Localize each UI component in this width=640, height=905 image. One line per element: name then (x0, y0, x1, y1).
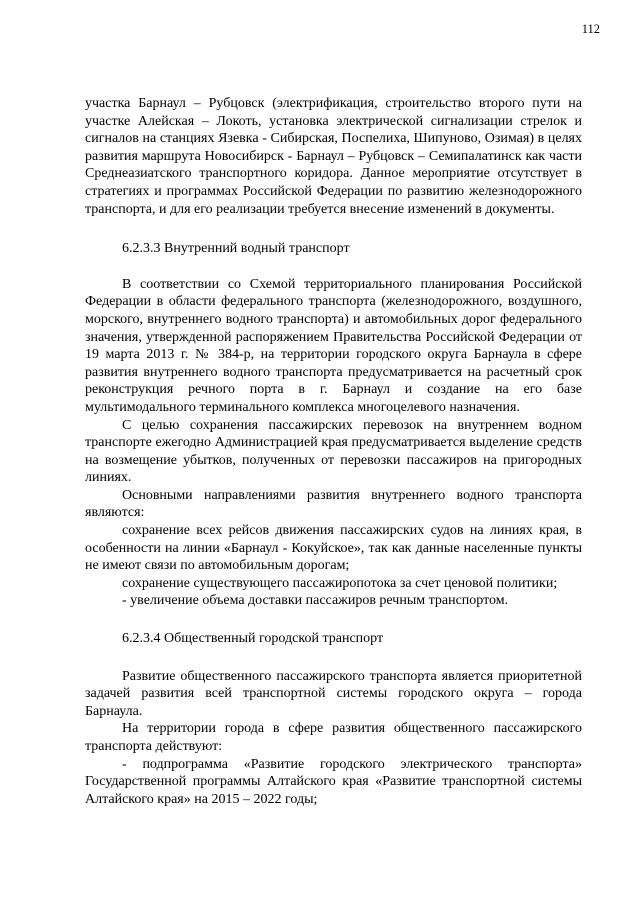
list-item-electric-transport-subprogram: - подпрограмма «Развитие городского электрического транспорта» Государственной программы Алтайского края «Развитие транспортной системы Алтайского края» на 2015 – 2022 годы; (85, 756, 582, 807)
paragraph-programs-in-effect: На территории города в сфере развития общественного пассажирского транспорта действуют: (85, 721, 582, 754)
paragraph-public-transport-priority: Развитие общественного пассажирского транспорта является приоритетной задачей развития всей транспортной системы городского округа – города Барнаула. (85, 668, 582, 719)
paragraph-main-directions: Основными направлениями развития внутреннего водного транспорта являются: (85, 487, 582, 521)
section-heading-inland-water-transport: 6.2.3.3 Внутренний водный транспорт (122, 241, 350, 257)
paragraph-railway-electrification: участка Барнаул – Рубцовск (электрификация, строительство второго пути на участке Алейская – Локоть, установка электрической сигнализации стрелок и сигналов на станциях Язевка - Сибирская, Поспелиха, Шипуново, Озимая) в целях развития маршрута Новосибирск - Барнаул – Рубцовск – Семипалатинск как части Среднеазиатского транспортного коридора. Данное мероприятие отсутствует в стратегиях и программах Российской Федерации по развитию железнодорожного транспорта, и для его реализации требуется внесение изменений в документы. (85, 96, 582, 217)
list-item-preserve-voyages: сохранение всех рейсов движения пассажирских судов на линиях края, в особенности на линии «Барнаул - Кокуйское», так как данные населенные пункты не имеют связи по автомобильным дорогам; (85, 523, 582, 574)
page-number: 112 (581, 22, 600, 36)
paragraph-territorial-planning-scheme: В соответствии со Схемой территориального планирования Российской Федерации в области федерального транспорта (железнодорожного, воздушного, морского, внутреннего водного транспорта) и автомобильных дорог федерального значения, утвержденной распоряжением Правительства Российской Федерации от 19 марта 2013 г. № 384-р, на территории городского округа Барнаула в сфере развития внутреннего водного транспорта предусматривается на расчетный срок реконструкция речного порта в г. Барнаул и создание на его базе мультимодального терминального комплекса многоцелевого назначения. (85, 276, 582, 415)
list-item-preserve-passenger-flow: сохранение существующего пассажиропотока за счет ценовой политики; (122, 575, 558, 591)
section-heading-public-city-transport: 6.2.3.4 Общественный городской транспорт (122, 631, 384, 647)
document-body (85, 95, 582, 808)
paragraph-passenger-subsidies: С целью сохранения пассажирских перевозок на внутреннем водном транспорте ежегодно Администрацией края предусматривается выделение средств на возмещение убытков, полученных от перевозки пассажиров на пригородных линиях. (85, 417, 582, 486)
list-item-increase-river-delivery: - увеличение объема доставки пассажиров речным транспортом. (122, 593, 509, 609)
